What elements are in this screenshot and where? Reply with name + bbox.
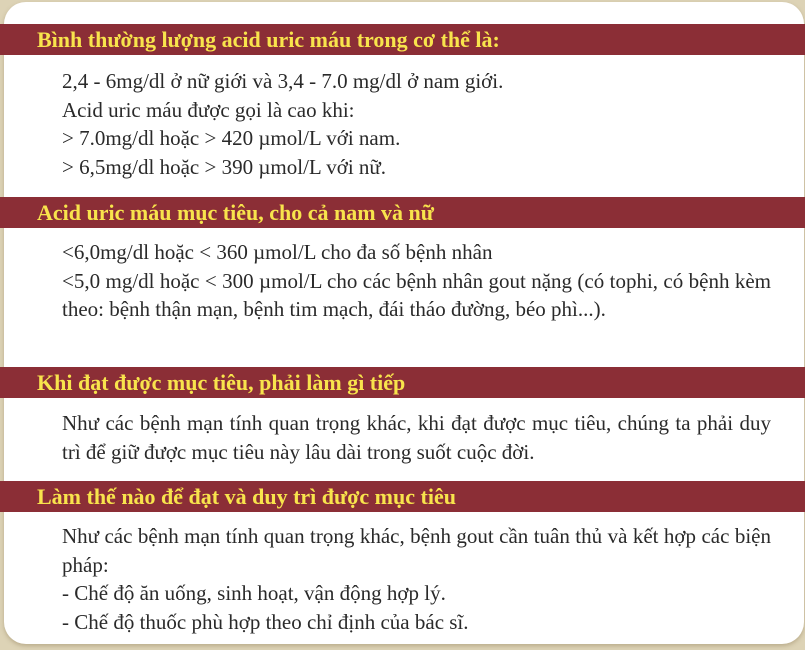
body-line: 2,4 - 6mg/dl ở nữ giới và 3,4 - 7.0 mg/dl ở nam giới. [62, 69, 504, 93]
list-item: - Chế độ ăn uống, sinh hoạt, vận động hợp lý. [62, 581, 446, 605]
section-heading-target-levels: Acid uric máu mục tiêu, cho cả nam và nữ [0, 197, 805, 228]
body-line: > 6,5mg/dl hoặc > 390 µmol/L với nữ. [62, 154, 387, 179]
body-line: Như các bệnh mạn tính quan trọng khác, bệnh gout cần tuân thủ và kết hợp các biện pháp: [62, 524, 771, 577]
body-line: > 7.0mg/dl hoặc > 420 µmol/L với nam. [62, 126, 401, 150]
body-line: Acid uric máu được gọi là cao khi: [62, 97, 355, 122]
section-heading-how-to-achieve: Làm thế nào để đạt và duy trì được mục tiêu [0, 481, 805, 512]
section-body-target-levels [36, 238, 771, 324]
list-item: - Chế độ thuốc phù hợp theo chỉ định của bác sĩ. [62, 609, 469, 634]
section-body-after-target [36, 409, 771, 466]
body-line: <6,0mg/dl hoặc < 360 µmol/L cho đa số bệnh nhân [62, 240, 493, 264]
section-body-normal-levels [62, 67, 797, 181]
body-line: Như các bệnh mạn tính quan trọng khác, khi đạt được mục tiêu, chúng ta phải duy trì để giữ được mục tiêu này lâu dài trong suốt cuộc đời. [62, 411, 771, 464]
section-body-how-to-achieve [36, 522, 771, 636]
section-heading-normal-levels: Bình thường lượng acid uric máu trong cơ thể là: [0, 24, 805, 55]
body-line: <5,0 mg/dl hoặc < 300 µmol/L cho các bệnh nhân gout nặng (có tophi, có bệnh kèm theo: bệnh thận mạn, bệnh tim mạch, đái tháo đường, béo phì...). [62, 268, 771, 321]
section-heading-after-target: Khi đạt được mục tiêu, phải làm gì tiếp [0, 367, 805, 398]
